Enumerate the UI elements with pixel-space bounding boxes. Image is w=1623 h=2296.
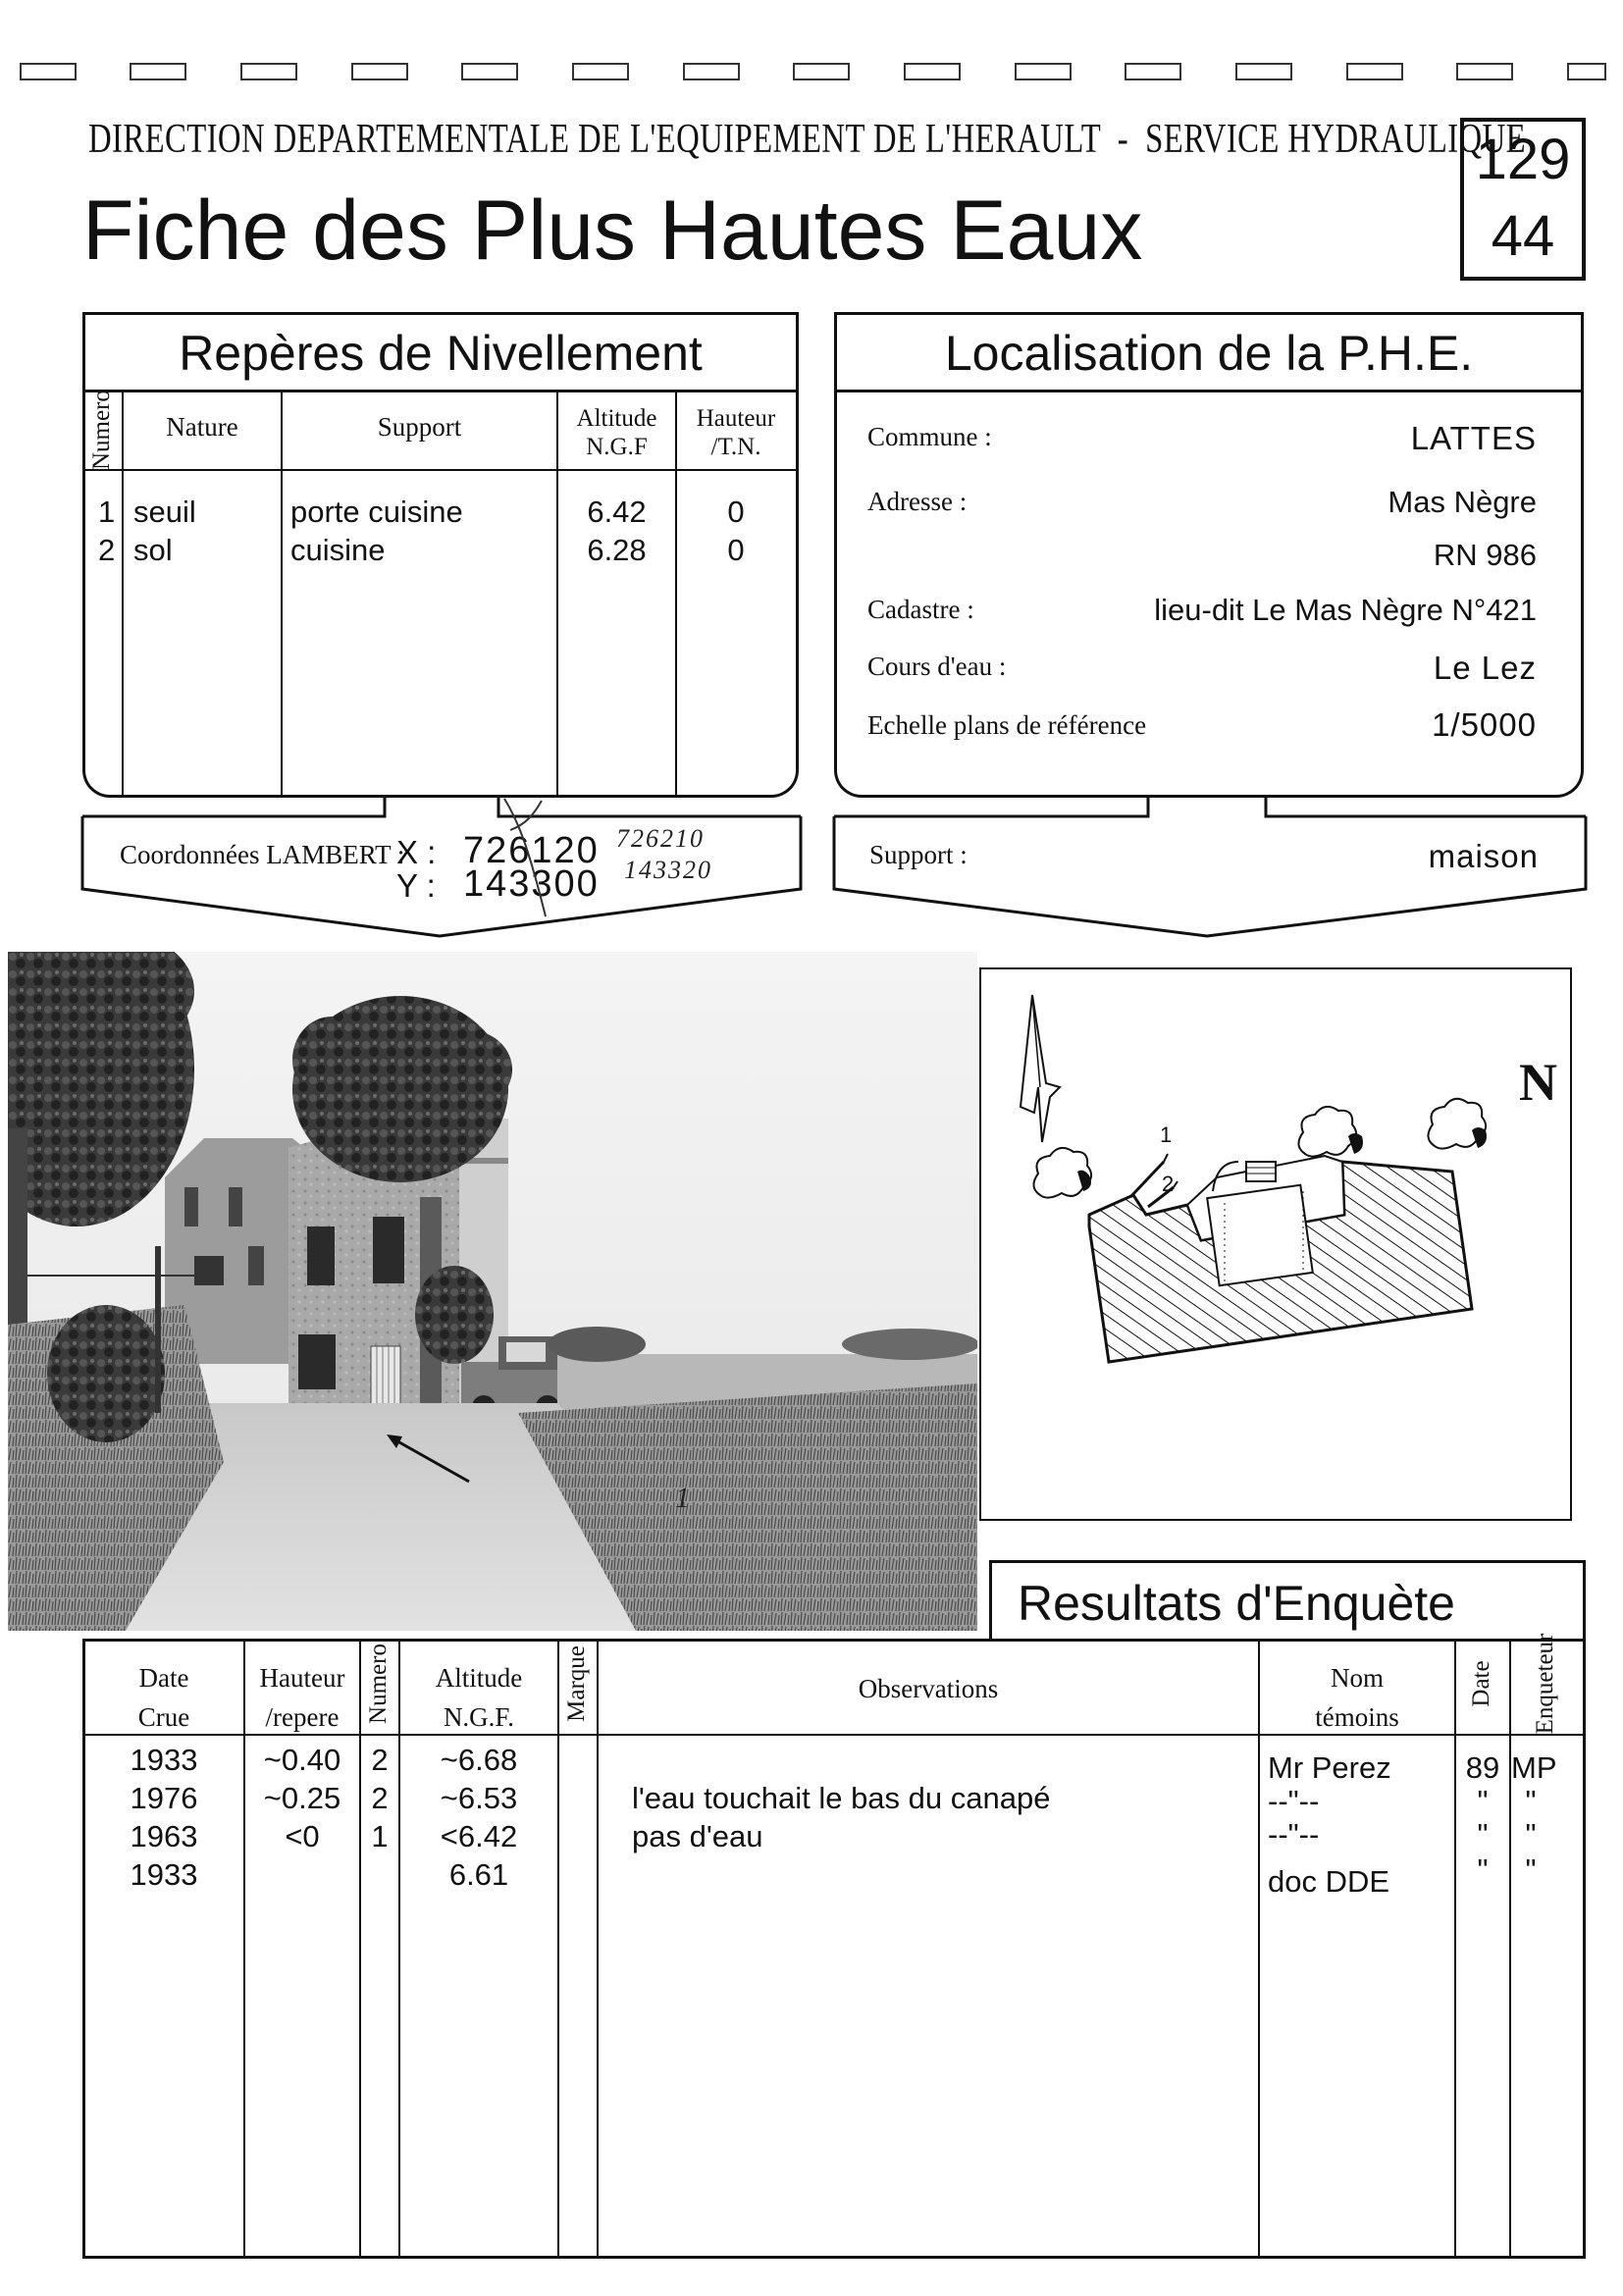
resultats-date: 89 xyxy=(1465,1750,1500,1785)
resultats-date-crue: 1976 xyxy=(130,1781,198,1815)
resultats-date-crue: 1933 xyxy=(130,1857,198,1892)
lambert-label: Coordonnées LAMBERT : xyxy=(120,840,405,869)
localisation-value: RN 986 xyxy=(1433,538,1537,572)
resultats-enqueteur: " xyxy=(1525,1817,1537,1852)
reperes-support: cuisine xyxy=(290,533,386,567)
site-plan-sketch xyxy=(981,969,1570,1519)
resultats-hauteur: ~0.25 xyxy=(263,1781,341,1815)
reference-box xyxy=(1460,118,1586,281)
resultats-hauteur: ~0.40 xyxy=(263,1743,341,1777)
resultats-enqueteur: MP xyxy=(1511,1750,1557,1785)
perforation xyxy=(130,63,186,80)
resultats-altitude: <6.42 xyxy=(440,1819,518,1853)
reperes-nature: sol xyxy=(133,533,173,567)
localisation-label: Adresse : xyxy=(867,487,968,516)
resultats-header-altitude: Altitude N.G.F. xyxy=(435,1663,523,1732)
reperes-header-nature: Nature xyxy=(166,412,238,442)
resultats-temoin: --"-- xyxy=(1268,1817,1320,1852)
perforation xyxy=(240,63,297,80)
resultats-date: " xyxy=(1477,1852,1489,1887)
reperes-header-hauteur: Hauteur /T.N. xyxy=(696,405,776,460)
reperes-header-numero: Numero xyxy=(88,390,115,470)
department-header: DIRECTION DEPARTEMENTALE DE L'EQUIPEMENT DE L'HERAULT - SERVICE HYDRAULIQUE xyxy=(88,117,1527,162)
reperes-support: porte cuisine xyxy=(290,495,463,529)
lambert-y-label: Y : xyxy=(396,867,436,904)
resultats-header-numero: Numero xyxy=(365,1644,392,1724)
resultats-header-observations: Observations xyxy=(858,1674,999,1703)
reperes-title-box xyxy=(82,312,799,392)
resultats-temoin: --"-- xyxy=(1268,1784,1320,1818)
localisation-value: Le Lez xyxy=(1433,650,1537,686)
resultats-header-date: Date xyxy=(1468,1660,1494,1707)
resultats-observation: l'eau touchait le bas du canapé xyxy=(632,1781,1051,1815)
resultats-title-box xyxy=(989,1560,1586,1639)
resultats-enqueteur: " xyxy=(1525,1784,1537,1818)
reperes-hauteur: 0 xyxy=(727,533,745,567)
resultats-header-date-crue: Date Crue xyxy=(137,1663,190,1732)
resultats-observation: pas d'eau xyxy=(632,1819,763,1853)
perforation xyxy=(683,63,740,80)
localisation-label: Echelle plans de référence xyxy=(867,710,1147,740)
localisation-label: Cours d'eau : xyxy=(867,652,1007,681)
resultats-header-marque: Marque xyxy=(563,1645,590,1722)
support-label: Support : xyxy=(869,840,968,869)
perforation xyxy=(1346,63,1403,80)
resultats-altitude: ~6.53 xyxy=(440,1781,518,1815)
lambert-x-handwritten: 726210 xyxy=(616,824,705,853)
localisation-label: Cadastre : xyxy=(867,595,974,624)
resultats-temoin: Mr Perez xyxy=(1268,1750,1391,1785)
resultats-enqueteur: " xyxy=(1525,1852,1537,1887)
reperes-header-support: Support xyxy=(377,412,462,442)
site-photograph xyxy=(8,952,977,1631)
perforation xyxy=(1567,63,1606,80)
resultats-altitude: ~6.68 xyxy=(440,1743,518,1777)
perforation xyxy=(904,63,961,80)
lambert-y-value: 143300 xyxy=(463,863,600,905)
resultats-header-nom: Nom témoins xyxy=(1315,1663,1399,1732)
lambert-x-label: X : xyxy=(396,834,437,870)
reperes-header-altitude: Altitude N.G.F xyxy=(576,405,657,460)
strike-through-mark xyxy=(491,795,569,922)
resultats-hauteur: <0 xyxy=(285,1819,320,1853)
perforation xyxy=(793,63,850,80)
perforation xyxy=(20,63,77,80)
resultats-header-enqueteur: Enqueteur xyxy=(1532,1633,1558,1735)
reperes-nature: seuil xyxy=(133,495,196,529)
resultats-date: " xyxy=(1477,1817,1489,1852)
reference-number-top: 129 xyxy=(1475,128,1571,191)
perforation xyxy=(1015,63,1072,80)
reperes-altitude: 6.42 xyxy=(587,495,647,529)
lambert-x-value: 726120 xyxy=(463,830,600,871)
perforation xyxy=(461,63,518,80)
localisation-value: Mas Nègre xyxy=(1387,485,1537,519)
reperes-title: Repères de Nivellement xyxy=(179,326,703,381)
lambert-y-handwritten: 143320 xyxy=(624,856,712,884)
resultats-altitude: 6.61 xyxy=(448,1857,509,1892)
photo-arrow-label: 1 xyxy=(675,1482,690,1514)
localisation-value: lieu-dit Le Mas Nègre N°421 xyxy=(1154,593,1537,627)
reperes-altitude: 6.28 xyxy=(587,533,647,567)
north-label: N xyxy=(1519,1053,1557,1112)
localisation-label: Commune : xyxy=(867,422,992,451)
resultats-numero: 1 xyxy=(371,1819,389,1853)
resultats-title: Resultats d'Enquète xyxy=(1018,1576,1455,1631)
perforation xyxy=(1235,63,1292,80)
resultats-date-crue: 1933 xyxy=(130,1743,198,1777)
page-title: Fiche des Plus Hautes Eaux xyxy=(82,183,1143,278)
localisation-title: Localisation de la P.H.E. xyxy=(944,326,1474,381)
perforation xyxy=(351,63,408,80)
reperes-numero: 2 xyxy=(98,533,116,567)
resultats-date: " xyxy=(1477,1784,1489,1818)
resultats-temoin: doc DDE xyxy=(1268,1864,1390,1899)
plan-mark-2: 2 xyxy=(1162,1172,1175,1196)
perforation xyxy=(1125,63,1181,80)
perforation xyxy=(1456,63,1513,80)
reperes-numero: 1 xyxy=(98,495,116,529)
resultats-numero: 2 xyxy=(371,1743,389,1777)
reperes-hauteur: 0 xyxy=(727,495,745,529)
resultats-header-hauteur: Hauteur /repere xyxy=(259,1663,345,1732)
resultats-numero: 2 xyxy=(371,1781,389,1815)
localisation-value: LATTES xyxy=(1410,420,1537,456)
localisation-value: 1/5000 xyxy=(1432,706,1537,743)
resultats-date-crue: 1963 xyxy=(130,1819,198,1853)
perforation xyxy=(572,63,629,80)
support-value: maison xyxy=(1428,838,1539,874)
localisation-title-box xyxy=(834,312,1584,392)
plan-mark-1: 1 xyxy=(1160,1122,1173,1147)
reference-number-bottom: 44 xyxy=(1491,204,1555,268)
